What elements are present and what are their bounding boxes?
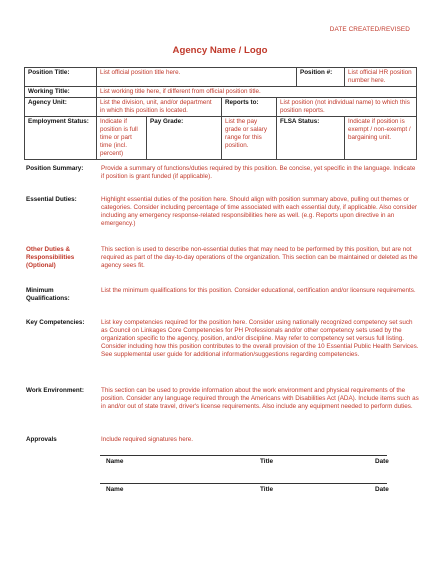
row-working-title	[25, 87, 417, 98]
signature-line-1[interactable]	[100, 455, 387, 456]
position-number-label: Position #:	[297, 68, 345, 87]
position-title-value: List official position title here.	[97, 68, 297, 87]
flsa-status-label: FLSA Status:	[277, 117, 345, 160]
date-label: Date	[375, 458, 389, 465]
employment-status-label: Employment Status:	[25, 117, 97, 160]
pay-grade-value: List the pay grade or salary range for this position.	[222, 117, 277, 160]
row-employment-status	[25, 117, 417, 160]
position-number-value: List official HR position number here.	[345, 68, 417, 87]
employment-status-value: Indicate if position is full time or part time (incl. percent)	[97, 117, 147, 160]
pay-grade-label: Pay Grade:	[147, 117, 222, 160]
title-label: Title	[260, 458, 274, 465]
agency-unit-label: Agency Unit:	[25, 98, 97, 117]
essential-duties-text: Highlight essential duties of the position here. Should align with position summary above, pulling out themes or categories. Consider including percentage of time associated with each essential duty, if applicable. Also consider including any emergency response-related responsibilities here as well. (e.g. Reports upon directive in an emergency.)	[101, 196, 417, 227]
work-environment-text: This section can be used to provide information about the work environment and physical requirements of the position. Consider any language required through the Americans with Disabilities Act (ADA). Include items such as in and/or out of state travel, driver's license requirements. Also include any equipment needed to perform duties.	[101, 387, 419, 410]
other-duties-label: Other Duties & Responsibilities (Optional)	[26, 246, 75, 269]
working-title-label: Working Title:	[25, 87, 97, 98]
agency-unit-value: List the division, unit, and/or department in which this position is located.	[97, 98, 222, 117]
reports-to-label: Reports to:	[222, 98, 277, 117]
name-label: Name	[106, 458, 124, 465]
row-agency-unit	[25, 98, 417, 117]
minimum-qualifications-label: Minimum Qualifications:	[26, 287, 70, 302]
signature-line-2[interactable]	[100, 483, 387, 484]
agency-title: Agency Name / Logo	[172, 45, 268, 56]
approvals-label: Approvals	[26, 436, 57, 443]
essential-duties-label: Essential Duties:	[26, 196, 77, 203]
flsa-status-value: Indicate if position is exempt / non-exempt / bargaining unit.	[345, 117, 417, 160]
date-label: Date	[375, 486, 389, 493]
approvals-text: Include required signatures here.	[101, 436, 194, 443]
row-position-title	[25, 68, 417, 87]
other-duties-text: This section is used to describe non-essential duties that may need to be performed by this position, but are not required as part of the day-to-day operations of the organization. This section can be maintained or deleted as the agency sees fit.	[101, 246, 418, 269]
title-label: Title	[260, 486, 274, 493]
position-info-table	[24, 67, 417, 160]
key-competencies-text: List key competencies required for the position here. Consider using nationally recognized competency set such as Council on Linkages Core Competencies for PH Professionals and/or other competency sets used by the organization specific to the agency, position, and/or discipline. May refer to competency set versus full listing. Consider including how this position contributes to the overall provision of the 10 Essential Public Health Services. See supplemental user guide for additional information/suggestions regarding competencies.	[101, 319, 419, 358]
position-summary-text: Provide a summary of functions/duties required by this position. Be concise, yet specific in the language. Indicate if position is grant funded (if applicable).	[101, 165, 416, 180]
position-summary-label: Position Summary:	[26, 165, 84, 172]
name-label: Name	[106, 486, 124, 493]
date-created-revised: DATE CREATED/REVISED	[329, 26, 410, 33]
key-competencies-label: Key Competencies:	[26, 319, 85, 326]
reports-to-value: List position (not individual name) to which this position reports.	[277, 98, 417, 117]
work-environment-label: Work Environment:	[26, 387, 84, 394]
position-title-label: Position Title:	[25, 68, 97, 87]
minimum-qualifications-text: List the minimum qualifications for this position. Consider educational, certification and/or licensure requirements.	[101, 287, 416, 294]
working-title-value: List working title here, if different from official position title.	[97, 87, 417, 98]
